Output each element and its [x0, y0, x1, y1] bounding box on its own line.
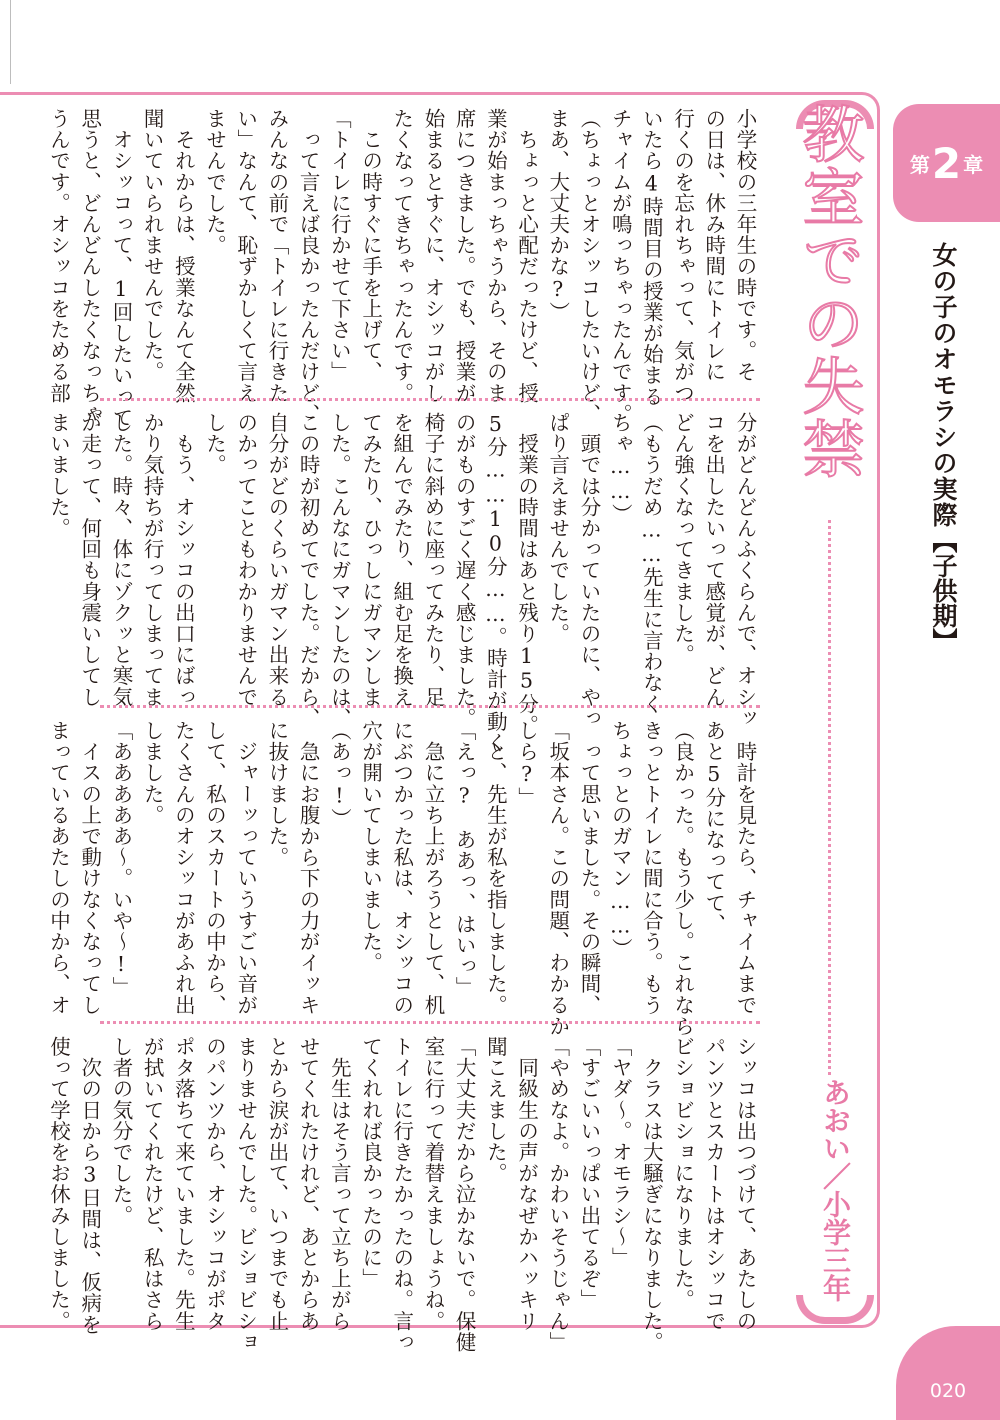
- text-line: 穴が開いてしまいました。: [358, 720, 383, 974]
- text-line: ちょっと心配だったけど、授: [514, 108, 539, 404]
- text-line: 聞いていられませんでした。: [140, 108, 165, 383]
- text-line: ちょっとのガマン……）: [608, 720, 633, 960]
- text-line: に抜けました。: [264, 720, 289, 868]
- text-line: それからは、授業なんて全然: [171, 108, 196, 404]
- text-line: 「ヤダ～。オモラシ～」: [608, 1036, 633, 1269]
- text-line: 椅子に斜めに座ってみたり、足: [420, 412, 445, 708]
- text-line: ポタ落ちて来ていました。先生: [171, 1036, 196, 1332]
- page-number: 020: [896, 1326, 1000, 1420]
- text-line: パンツとスカートはオシッコで: [701, 1036, 726, 1332]
- text-line: ぱり言えませんでした。: [545, 412, 570, 645]
- text-line: 急にお腹から下の力がイッキ: [296, 720, 321, 1016]
- body-section-4: [46, 1036, 760, 1353]
- text-line: が拭いてくれたけど、私はさら: [140, 1036, 165, 1332]
- text-line: せてくれたけれど、あとからあ: [296, 1036, 321, 1332]
- text-line: みんなの前で「トイレに行きた: [264, 108, 289, 404]
- text-line: 分がどんどんふくらんで、オシッ: [733, 412, 757, 729]
- text-line: （もうだめ……先生に言わなく: [639, 412, 664, 715]
- text-line: 「坂本さん。この問題、わかるか: [545, 720, 570, 1037]
- title-dotted-line: [828, 520, 831, 1075]
- text-line: し者の気分でした。: [108, 1036, 133, 1226]
- text-line: した。時々、体にゾクッと寒気: [108, 412, 133, 708]
- body-section-2: [46, 412, 760, 753]
- text-line: した。こんなにガマンしたのは、: [327, 412, 352, 729]
- text-line: あと5分になってて、: [701, 720, 726, 935]
- text-line: 先生はそう言って立ち上がら: [327, 1036, 352, 1332]
- text-line: シッコは出つづけて、あたしの: [733, 1036, 757, 1332]
- text-line: 聞こえました。: [483, 1036, 508, 1184]
- text-line: もう、オシッコの出口にばっ: [171, 412, 196, 708]
- text-line: 室に行って着替えましょうね。: [420, 1036, 445, 1332]
- text-line: ちゃ……）: [608, 412, 633, 525]
- body-section-3: [46, 720, 760, 1037]
- text-line: 「トイレに行かせて下さい」: [327, 108, 352, 383]
- text-line: まあ、大丈夫かな?）: [545, 108, 570, 323]
- page-edge: [0, 0, 11, 84]
- text-line: まりませんでした。ビショビショ: [233, 1036, 258, 1353]
- text-line: と、先生が私を指しました。: [483, 720, 508, 1016]
- section-separator: [100, 705, 760, 708]
- section-separator: [100, 398, 760, 401]
- text-line: 自分がどのくらいガマン出来る: [264, 412, 289, 708]
- text-line: 次の日から3日間は、仮病を: [77, 1036, 102, 1335]
- chapter-suffix: 章: [963, 152, 984, 177]
- running-head: [928, 242, 958, 653]
- text-line: （ちょっとオシッコしたいけど、: [576, 108, 601, 425]
- text-line: まっているあたしの中から、オ: [46, 720, 71, 1016]
- text-line: 5分……10分……。時計が動く: [483, 412, 508, 753]
- text-line: って思いました。その瞬間、: [576, 720, 601, 1016]
- text-line: にぶつかった私は、オシッコの: [389, 720, 414, 1016]
- text-line: ビショビショになりました。: [670, 1036, 695, 1311]
- text-line: てみたり、ひっしにガマンしま: [358, 412, 383, 708]
- text-line: いたら4時間目の授業が始まる: [639, 108, 664, 407]
- text-line: 「大丈夫だから泣かないで。保健: [452, 1036, 477, 1353]
- text-line: うんです。オシッコをためる部: [46, 108, 71, 404]
- text-line: を組んでみたり、組む足を換え: [389, 412, 414, 708]
- text-line: たくさんのオシッコがあふれ出: [171, 720, 196, 1016]
- text-line: のパンツから、オシッコがポタ: [202, 1036, 227, 1332]
- text-line: が走って、何回も身震いしてし: [77, 412, 102, 708]
- chapter-tab: [893, 104, 1000, 222]
- article-byline: あおい／小学三年: [819, 1078, 852, 1302]
- running-head-sub: 【子供期】: [929, 528, 958, 653]
- text-line: 行くのを忘れちゃって、気がつ: [670, 108, 695, 404]
- text-line: トイレに行きたかったのね。言っ: [389, 1036, 414, 1353]
- text-line: とから涙が出て、いつまでも止: [264, 1036, 289, 1332]
- body-section-1: [46, 108, 760, 428]
- text-line: 席につきました。でも、授業が: [452, 108, 477, 404]
- text-line: のがものすごく遅く感じました。: [452, 412, 477, 729]
- text-line: 時計を見たら、チャイムまで: [733, 720, 757, 1016]
- text-line: きっとトイレに間に合う。もう: [639, 720, 664, 1016]
- chapter-number: 2: [931, 138, 962, 188]
- text-line: オシッコって、1回したいって: [108, 108, 133, 428]
- text-line: どん強くなってきました。: [670, 412, 695, 666]
- text-line: チャイムが鳴っちゃったんです。: [608, 108, 633, 425]
- text-line: たくなってきちゃったんです。: [389, 108, 414, 404]
- text-line: てくれれば良かったのに」: [358, 1036, 383, 1290]
- text-line: この時が初めてでした。だから、: [296, 412, 321, 729]
- text-line: 始まるとすぐに、オシッコがし: [420, 108, 445, 404]
- text-line: 思うと、どんどんしたくなっちゃ: [77, 108, 102, 425]
- article-title: 教室での失禁: [792, 102, 865, 480]
- text-line: 頭では分かっていたのに、やっ: [576, 412, 601, 729]
- text-line: しら?」: [514, 720, 539, 808]
- text-line: のかってこともわかりませんで: [233, 412, 258, 708]
- text-line: （良かった。もう少し。これなら: [670, 720, 695, 1037]
- running-head-main: 女の子のオモラシの実際: [929, 242, 958, 528]
- text-line: クラスは大騒ぎになりました。: [639, 1036, 664, 1353]
- text-line: この時すぐに手を上げて、: [358, 108, 383, 383]
- text-line: 授業の時間はあと残り15分。: [514, 412, 539, 736]
- text-line: 使って学校をお休みしました。: [46, 1036, 71, 1332]
- text-line: 「あああああ～。いや～!」: [108, 720, 133, 998]
- text-line: 「やめなよ。かわいそうじゃん」: [545, 1036, 570, 1353]
- chapter-prefix: 第: [909, 152, 930, 177]
- text-line: コを出したいって感覚が、どん: [701, 412, 726, 708]
- text-line: （あっ!）: [327, 720, 352, 829]
- text-line: まいました。: [46, 412, 71, 539]
- text-line: 「すごいいっぱい出てるぞ」: [576, 1036, 601, 1311]
- text-line: 小学校の三年生の時です。そ: [733, 108, 757, 383]
- text-line: して、私のスカートの中から、: [202, 720, 227, 1016]
- text-line: 同級生の声がなぜかハッキリ: [514, 1036, 539, 1332]
- text-line: しました。: [140, 720, 165, 826]
- text-line: ジャーッっていうすごい音が: [233, 720, 258, 1016]
- text-line: 「えっ? ああっ、はいっ」: [452, 720, 477, 998]
- section-separator: [100, 1021, 760, 1024]
- text-line: ませんでした。: [202, 108, 227, 256]
- text-line: かり気持ちが行ってしまってま: [140, 412, 165, 708]
- text-line: い」なんて、恥ずかしくて言え: [233, 108, 258, 404]
- text-line: イスの上で動けなくなってし: [77, 720, 102, 1016]
- text-line: した。: [202, 412, 227, 476]
- text-line: 業が始まっちゃうから、そのま: [483, 108, 508, 404]
- text-line: って言えば良かったんだけど、: [296, 108, 321, 425]
- text-line: 急に立ち上がろうとして、机: [420, 720, 445, 1016]
- text-line: の日は、休み時間にトイレに: [701, 108, 726, 383]
